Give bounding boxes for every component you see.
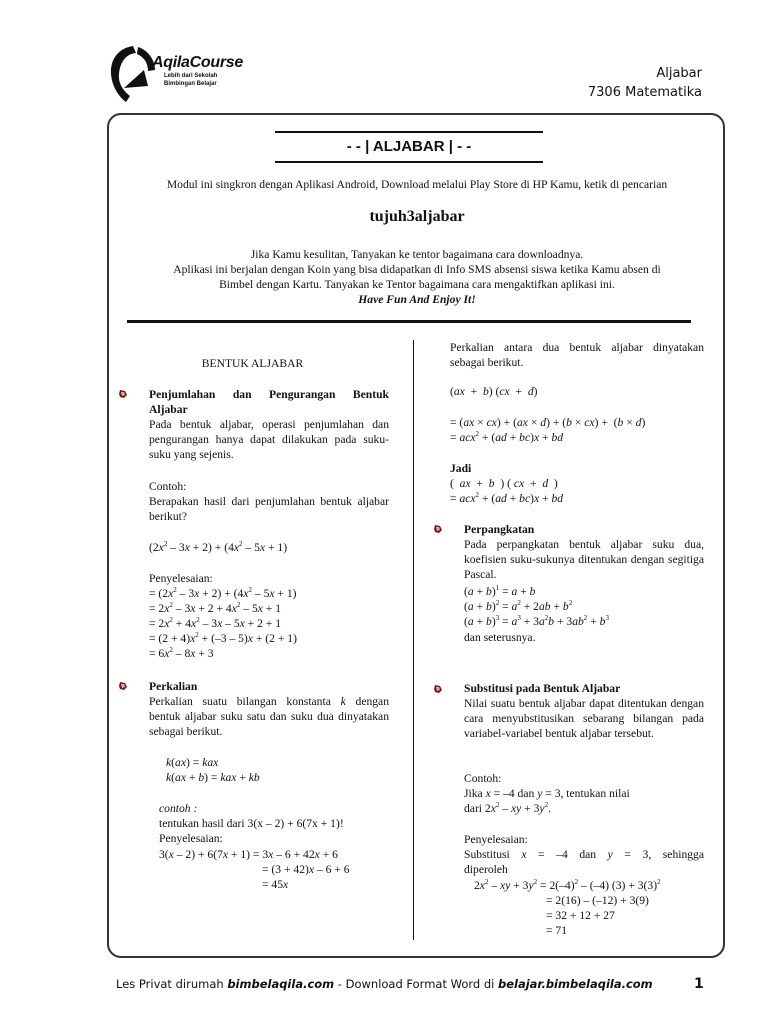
logo-tagline-1: Lebih dari Sekolah <box>164 73 218 79</box>
section-bullet-icon <box>118 681 128 691</box>
penyelesaian2-label: Penyelesaian: <box>159 832 223 845</box>
s4-body: Nilai suatu bentuk aljabar dapat ditentukan dengan cara menyubstitusikan sebarang bilangan pada variabel-variabel bentuk aljabar tersebut. <box>464 697 704 740</box>
s1-title-line1: Penjumlahan dan Pengurangan Bentuk <box>149 388 389 401</box>
footer-link-belajar[interactable]: belajar.bimbelaqila.com <box>497 977 653 991</box>
penyelesaian-label: Penyelesaian: <box>149 572 213 585</box>
contoh-label: Contoh: <box>149 480 187 493</box>
logo-brand: AqilaCourse <box>152 54 243 71</box>
intro-line-1: Modul ini singkron dengan Aplikasi Android, Download melalui Play Store di HP Kamu, ketik di pencarian <box>166 178 668 191</box>
contoh-question: Berapakan hasil dari penjumlahan bentuk aljabar berikut? <box>149 495 389 523</box>
page-number: 1 <box>694 976 704 992</box>
section-bullet-icon <box>433 684 443 694</box>
app-name: tujuh3aljabar <box>369 208 465 225</box>
s2-body-part-b: dengan bentuk aljabar suku satu dan suku dua dinyatakan sebagai berikut. <box>149 695 389 738</box>
jadi-label: Jadi <box>450 462 472 475</box>
contoh2-label: contoh : <box>159 802 198 815</box>
expr-problem: $(2x^2 - 3x + 2) + (4x^2 - 5x + 1)$ <box>149 540 288 554</box>
intro-line-2: Jika Kamu kesulitan, Tanyakan ke tentor bagaimana cara downloadnya. <box>250 248 584 261</box>
dan-seterusnya: dan seterusnya. <box>464 631 536 644</box>
s2-body-part-a: Perkalian suatu bilangan konstanta <box>149 695 331 708</box>
aqilacourse-logo <box>108 44 248 104</box>
right-intro: Perkalian antara dua bentuk aljabar dinyatakan sebagai berikut. <box>450 341 704 369</box>
right-penyelesaian-label: Penyelesaian: <box>464 833 528 846</box>
title-rule-top <box>275 131 543 133</box>
intro-line-4: Bimbel dengan Kartu. Tanyakan ke Tentor bagaimana cara mengaktifkan aplikasi ini. <box>219 278 615 291</box>
logo-tagline-2: Bimbingan Belajar <box>164 81 217 87</box>
substitution-question: Jika x = –4 dan y = 3, tentukan nilai dari $2x^2$ – xy + $3y^2$. <box>464 787 630 815</box>
s1-title-line2: Aljabar <box>149 403 188 416</box>
solution-steps: = $(2x^2 - 3x + 2) + (4x^2 - 5x + 1)$ = $2x^2 - 3x + 2 + 4x^2 - 5x + 1$ = $2x^2 + 4x^2 - 3x - 5x + 2 + 1$ = $(2 + 4)x^2 + (-3 - 5)x + (2 + 1)$ = $6x^2 - 8x + 3$ <box>149 586 297 660</box>
column-divider <box>413 340 414 940</box>
s3-title: Perpangkatan <box>464 523 535 536</box>
section-bullet-icon <box>433 524 443 534</box>
footer-link-site[interactable]: bimbelaqila.com <box>227 977 335 991</box>
section-bullet-icon <box>118 389 128 399</box>
s2-body-k: k <box>340 695 346 708</box>
substitution-statement: Substitusi x = –4 dan y = 3, sehingga diperoleh <box>464 848 705 876</box>
footer-part-a: Les Privat dirumah <box>116 977 228 991</box>
binomial-expansion: = (ax × cx) + (ax × d) + (b × cx) + (b × d) = acx$^2$ + (ad + bc)x + bd <box>450 416 646 444</box>
intro-rule <box>127 320 691 323</box>
s2-title: Perkalian <box>149 680 198 693</box>
task2-steps: 3(x – 2) + 6(7x + 1) = 3x – 6 + 42x + 6 = (3 + 42)x – 6 + 6 = 45x <box>159 848 350 891</box>
substitution-steps: $2x^2$ – xy + $3y^2 = 2(-4)^2 - (-4) (3) + 3(3)^2$ = 2(16) – (–12) + 3(9) = 32 + 12 + 27 = 71 <box>474 878 661 937</box>
intro-line-5: Have Fun And Enjoy It! <box>358 293 476 306</box>
s4-title: Substitusi pada Bentuk Aljabar <box>464 682 621 695</box>
logo-emblem-icon <box>108 44 158 106</box>
header-code: 7306 Matematika <box>587 85 702 100</box>
s2-body <box>149 694 389 739</box>
s1-body: Pada bentuk aljabar, operasi penjumlahan dan pengurangan hanya dapat dilakukan pada suku-suku yang sejenis. <box>149 418 389 461</box>
s3-body: Pada perpangkatan bentuk aljabar suku dua, koefisien suku-sukunya ditentukan dengan segitiga Pascal. <box>464 538 704 581</box>
footer-part-c: - Download Format Word di <box>334 977 498 991</box>
pascal-expansions: $(a + b)^1 = a + b$ $(a + b)^2 = a^2 + 2ab + b^2$ $(a + b)^3 = a^3 + 3a^2b + 3ab^2 + b^3$ <box>464 584 609 628</box>
perkalian-formulas: k(ax) = kax k(ax + b) = kax + kb <box>166 756 260 784</box>
page-title: - - | ALJABAR | - - <box>346 138 472 155</box>
intro-line-3: Aplikasi ini berjalan dengan Koin yang bisa didapatkan di Info SMS absensi siswa ketika Kamu absen di <box>173 263 661 276</box>
title-rule-bottom <box>275 161 543 163</box>
section-title: BENTUK ALJABAR <box>201 357 304 370</box>
header-right <box>588 64 702 102</box>
right-contoh-label: Contoh: <box>464 772 502 785</box>
footer-text <box>116 977 653 991</box>
task2: tentukan hasil dari 3(x – 2) + 6(7x + 1)! <box>159 817 344 830</box>
jadi-result: ( ax + b ) ( cx + d ) = acx$^2$ + (ad + bc)x + bd <box>450 477 564 505</box>
header-subject: Aljabar <box>656 66 702 81</box>
binomial-product: (ax + b) (cx + d) <box>450 385 538 398</box>
